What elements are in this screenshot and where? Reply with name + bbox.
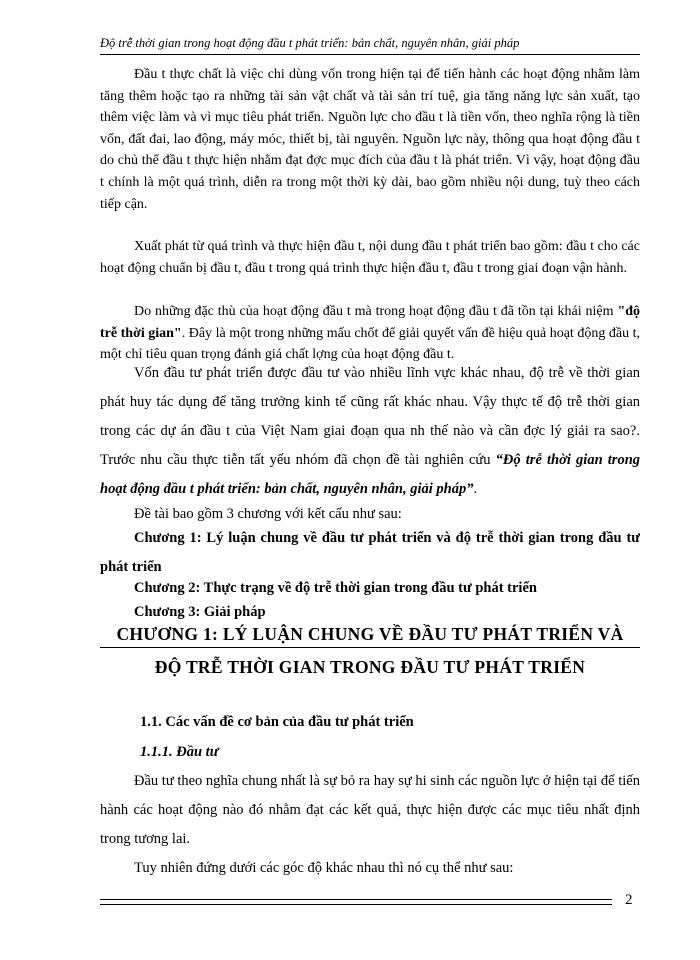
intro-paragraph-2: Xuất phát từ quá trình và thực hiện đầu t, nội dung đầu t phát triển bao gồm: đầu t cho các hoạt động chuẩn bị đầu t, đầu t trong quá trình thực hiện đầu t, đầu t trong giai đoạn vận hành. xyxy=(100,239,640,276)
p4-text-before: Vốn đầu tư phát triển được đầu tư vào nhiều lĩnh vực khác nhau, độ trễ về thời gian phát huy tác dụng để tăng trưởng kinh tế cũng rất khác nhau. Vậy thực tế độ trễ thời gian trong các dự án đầu t của Việt Nam giai đoạn qua nh thế nào và cần đợc lý giải ra sao?. Trước nhu cầu thực tiễn tất yếu nhóm đã chọn đề tài nghiên cứu xyxy=(100,365,640,468)
footer-rule xyxy=(100,899,612,905)
p4-text-after: . xyxy=(473,481,478,497)
chapter-list-item-2: Chương 2: Thực trạng về độ trễ thời gian trong đầu tư phát triển xyxy=(134,580,537,596)
p3-text-after: . Đây là một trong những mấu chốt để giải quyết vấn đề hiệu quả hoạt động đầu t, một chỉ tiêu quan trọng đánh giá chất lợng của hoạt động đầu t. xyxy=(100,325,640,363)
intro-paragraph-4 xyxy=(100,359,640,504)
section-paragraph-1: Đầu tư theo nghĩa chung nhất là sự bỏ ra hay sự hi sinh các nguồn lực ở hiện tại để tiến hành các hoạt động nào đó nhằm đạt các kết quả, thực hiện được các mục tiêu nhất định trong tương lai. xyxy=(100,773,640,847)
p3-term: "độ trễ thời gian" xyxy=(100,304,640,341)
structure-intro: Đề tài bao gồm 3 chương với kết cấu như sau: xyxy=(134,506,402,522)
subsection-heading: 1.1.1. Đầu tư xyxy=(140,744,219,760)
section-paragraph-2: Tuy nhiên đứng dưới các góc độ khác nhau thì nó cụ thể như sau: xyxy=(134,860,514,876)
chapter-list-item-3: Chương 3: Giải pháp xyxy=(134,604,266,620)
chapter-title-line-1: CHƯƠNG 1: LÝ LUẬN CHUNG VỀ ĐẦU TƯ PHÁT TRIỂN VÀ xyxy=(116,624,624,644)
p4-topic: “Độ trễ thời gian trong hoạt động đầu t phát triển: bản chất, nguyên nhân, giải pháp” xyxy=(100,452,641,497)
page-number: 2 xyxy=(625,892,633,908)
intro-paragraph-3 xyxy=(100,301,640,366)
chapter-title-rule xyxy=(100,647,640,648)
p3-text-before: Do những đặc thù của hoạt động đầu t mà trong hoạt động đầu t đã tồn tại khái niệm xyxy=(134,304,618,319)
section-heading: 1.1. Các vấn đề cơ bản của đầu tư phát triển xyxy=(140,714,414,730)
intro-paragraph-1: Đầu t thực chất là việc chi dùng vốn trong hiện tại để tiến hành các hoạt động nhằm làm tăng thêm hoặc tạo ra những tài sản vật chất và tài sản trí tuệ, gia tăng năng lực sản xuất, tạo thêm việc làm và vì mục tiêu phát triển. Nguồn lực cho đầu t là tiền vốn, theo nghĩa rộng là tiền vốn, đất đai, lao động, máy móc, thiết bị, tài nguyên. Nguồn lực này, thông qua hoạt động đầu t do chủ thể đầu t thực hiện nhằm đạt đợc mục đích của đầu t là phát triển. Vì vậy, hoạt động đầu t chính là một quá trình, diễn ra trong một thời kỳ dài, bao gồm nhiều nội dung, tuỳ theo cách tiếp cận. xyxy=(100,67,640,212)
chapter-list-item-1: Chương 1: Lý luận chung về đầu tư phát triển và độ trễ thời gian trong đầu tư phát triển xyxy=(100,530,640,575)
chapter-title-line-2: ĐỘ TRỄ THỜI GIAN TRONG ĐẦU TƯ PHÁT TRIỂN xyxy=(154,657,586,677)
running-header: Độ trễ thời gian trong hoạt động đầu t phát triển: bản chất, nguyên nhân, giải pháp xyxy=(100,36,520,50)
header-rule xyxy=(100,54,640,55)
